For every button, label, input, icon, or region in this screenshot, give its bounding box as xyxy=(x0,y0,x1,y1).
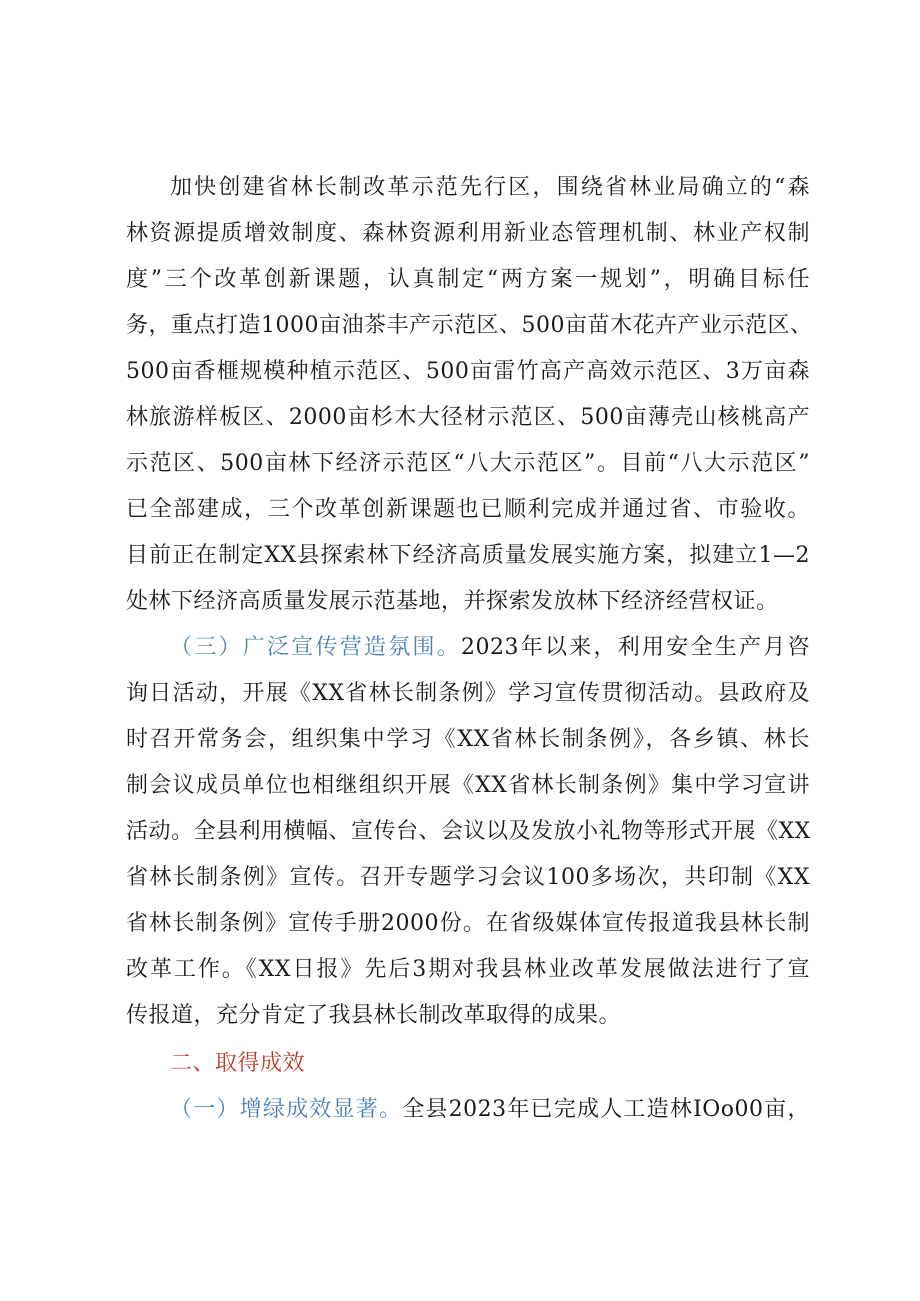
section2-1-first-line-text: 全县2023年已完成人工造林IOo00亩， xyxy=(402,1097,810,1122)
para1-line-7: 示范区、500亩林下经济示范区“八大示范区”。目前“八大示范区” xyxy=(126,451,810,476)
section3-line-6: 省林长制条例》宣传。召开专题学习会议100多场次，共印制《XX xyxy=(126,865,810,890)
section3-heading: （三）广泛宣传营造氛围。 xyxy=(170,635,461,660)
section3-line-2: 询日活动，开展《XX省林长制条例》学习宣传贯彻活动。县政府及 xyxy=(126,681,810,706)
para1-line-9: 目前正在制定XX县探索林下经济高质量发展实施方案，拟建立1—2 xyxy=(126,543,810,568)
para1-line-3: 度”三个改革创新课题，认真制定“两方案一规划”，明确目标任 xyxy=(126,267,810,292)
section2-1-first-line xyxy=(170,1090,810,1130)
para1-line-4: 务，重点打造1000亩油茶丰产示范区、500亩苗木花卉产业示范区、 xyxy=(126,313,813,338)
para1-line-1: 加快创建省林长制改革示范先行区，围绕省林业局确立的“森 xyxy=(170,175,810,200)
section3-line-5: 活动。全县利用横幅、宣传台、会议以及发放小礼物等形式开展《XX xyxy=(126,819,811,844)
section3-line-7: 省林长制条例》宣传手册2000份。在省级媒体宣传报道我县林长制 xyxy=(126,911,810,936)
para1-line-10: 处林下经济高质量发展示范基地，并探索发放林下经济经营权证。 xyxy=(126,589,779,614)
para1-line-8: 已全部建成，三个改革创新课题也已顺利完成并通过省、市验收。 xyxy=(126,497,810,522)
section3-line-8: 改革工作。《XX日报》先后3期对我县林业改革发展做法进行了宣 xyxy=(126,957,810,982)
section3-first-line-text: 2023年以来，利用安全生产月咨 xyxy=(461,635,810,660)
section3-line-3: 时召开常务会，组织集中学习《XX省林长制条例》，各乡镇、林长 xyxy=(126,727,810,752)
section3-line-9: 传报道，充分肯定了我县林长制改革取得的成果。 xyxy=(126,1003,622,1028)
para1-line-6: 林旅游样板区、2000亩杉木大径材示范区、500亩薄壳山核桃高产 xyxy=(126,405,810,430)
section3-first-line xyxy=(170,628,810,668)
section-two-heading: 二、取得成效 xyxy=(170,1051,306,1076)
section2-1-heading: （一）增绿成效显著。 xyxy=(170,1097,403,1122)
para1-line-2: 林资源提质增效制度、森林资源利用新业态管理机制、林业产权制 xyxy=(126,221,810,246)
para1-line-5: 500亩香榧规模种植示范区、500亩雷竹高产高效示范区、3万亩森 xyxy=(126,359,810,384)
section3-line-4: 制会议成员单位也相继组织开展《XX省林长制条例》集中学习宣讲 xyxy=(126,773,810,798)
